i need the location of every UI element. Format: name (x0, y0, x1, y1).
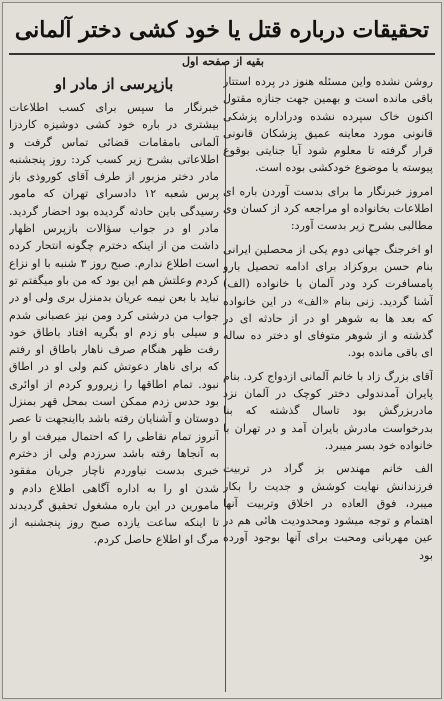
right-column (223, 73, 433, 694)
right-paragraph-1: روشن نشده واین مسئله هنوز در پرده استتار باقی مانده است و بهمین جهت جنازه مقتول اکنون خاک سپرده نشده ودراداره پزشکی قانونی مورد معاینه عمیق پزشکان قانونی قرار گرفته تا معلوم شود آیا جنایتی بوقوع پیوسته یا موضوع خودکشی بوده است. (223, 75, 433, 175)
right-paragraph-4: آقای بزرگ زاد با خانم آلمانی ازدواج کرد. بنام پایران آمدندولی دختر کوچک در آلمان نزد مادربزرگش بود تاسال گذشته که بنا بدرخواست مادرش بایران آمد و در تهران با خانواده خود بسر میبرد. (223, 369, 433, 452)
right-paragraph-5: الف خانم مهندس بز گراد در تربیت فرزندانش نهایت کوشش و جدیت را بکار میبرد، فوق العاده در اخلاق وتربیت آنها اهتمام و توجه میشود ومحدودیت هائی هم در عین مهربانی ومحبت برای آنها بوجود آورده بود (223, 462, 433, 562)
left-column (9, 73, 219, 694)
left-paragraph: خبرنگار ما سپس برای کسب اطلاعات بیشتری در باره خود کشی دوشیزه کاردزا آلمانی بامقامات قضائی تماس گرفت و اطلاعاتی بشرح زیر کسب کرد: روز پنجشنبه مادر دختر مزبور از طرف آقای کوروذی باز پرس شعبه ۱۲ دادسرای تهران که مامور رسیدگی باین حادثه گردیده بود احضار گردید. مادر او در جواب سؤالات بازپرس اظهار داشت من از اینکه دخترم چگونه انتحار کرده است اطلاع ندارم. صبح روز ۳ شنبه با او نزاع کردم وعلتش هم این بود که من باو میگفتم تو نباید با بعن نیمه عریان بدمنزل بری ولی او در جواب من درشتی کرد ومن نیز عصبانی شدم و سیلی باو زدم او بگریه افتاد باطاق خود رفت ظهر هنگام صرف ناهار باطاق او رفتم که برای ناهار دعوتش کنم ولی او در اطاق نبود. تمام اطاقها را زیرورو کردم از اوائری بود حدس زدم ممکن است بمحل قهر بمنزل دوستان و آشنایان رفته باشد بااینجهت تا عصر آنروز تمام نقاطی را که احتمال میرفت او را به آنجاها رفته باشد سرزدم ولی از دخترم خبری بدست نیاوردم ناچار جریان مفقود شدن او را به اداره آگاهی اطلاع دادم و مامورین در این باره مشغول تحقیق گردیدند تا اینکه ساعت یازده صبح روز پنجشنبه از مرگ او اطلاع حاصل کردم. (9, 101, 219, 547)
newspaper-page (2, 2, 442, 699)
left-subheading: بازپرسی از مادر او (54, 75, 174, 93)
right-paragraph-3: او اخرجنگ جهانی دوم یکی از محصلین ایرانی بنام حسن بروکزاد برای ادامه تحصیل بارو پامسافرت کرد ودر آلمان با خانواده (الف) آشنا گردید. زنی بنام «الف» در این خانواده که بعد ها به شوهر او در از حادثه ای در گذشته و از شوهر متوفای او دختر ده ساله ای باقی مانده بود. (223, 242, 433, 360)
right-paragraph-2: امروز خبرنگار ما برای بدست آوردن باره ای اطلاعات بخانواده او مراجعه کرد از کسان وی مطالبی بشرح زیر بدست آورد: (223, 184, 433, 233)
continued-note: بقیه از صفحه اول (182, 55, 264, 68)
headline: تحقیقات درباره قتل یا خود کشی دختر آلمانی (14, 17, 430, 43)
